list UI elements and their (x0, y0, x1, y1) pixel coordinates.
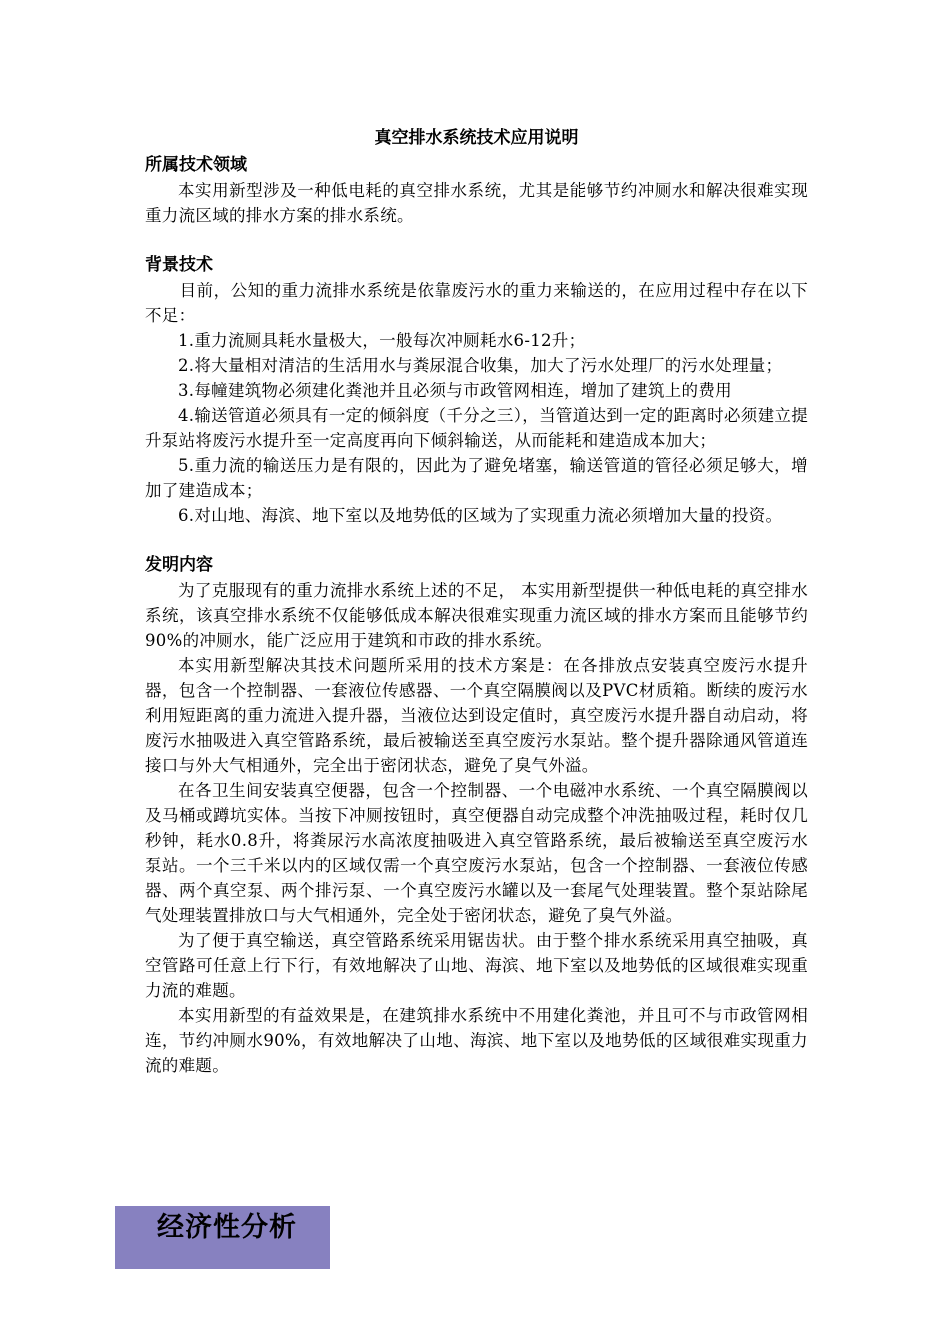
economic-analysis-label: 经济性分析 (157, 1212, 297, 1243)
section-heading: 发明内容 (145, 555, 213, 575)
paragraph: 为了克服现有的重力流排水系统上述的不足， 本实用新型提供一种低电耗的真空排水系统，该真空排水系统不仅能够低成本解决很难实现重力流区域的排水方案而且能够节约90%的冲厕水，能广泛应用于建筑和市政的排水系统。 (145, 581, 808, 650)
paragraph: 本实用新型解决其技术问题所采用的技术方案是：在各排放点安装真空废污水提升器，包含一个控制器、一套液位传感器、一个真空隔膜阀以及PVC材质箱。断续的废污水利用短距离的重力流进入提升器，当液位达到设定值时，真空废污水提升器自动启动，将废污水抽吸进入真空管路系统，最后被输送至真空废污水泵站。整个提升器除通风管道连接口与外大气相通外，完全出于密闭状态，避免了臭气外溢。 (145, 656, 808, 775)
list-item: 1.重力流厕具耗水量极大，一般每次冲厕耗水6-12升； (178, 331, 586, 350)
paragraph: 本实用新型的有益效果是，在建筑排水系统中不用建化粪池，并且可不与市政管网相连，节约冲厕水90%，有效地解决了山地、海滨、地下室以及地势低的区域很难实现重力流的难题。 (145, 1006, 808, 1075)
section-background (145, 253, 808, 528)
section-invention-content (145, 553, 808, 1078)
section-heading: 所属技术领域 (145, 155, 247, 175)
economic-analysis-banner (115, 1206, 330, 1269)
paragraph: 本实用新型涉及一种低电耗的真空排水系统，尤其是能够节约冲厕水和解决很难实现重力流区域的排水方案的排水系统。 (145, 181, 808, 225)
list-item: 2.将大量相对清洁的生活用水与粪尿混合收集，加大了污水处理厂的污水处理量； (178, 356, 783, 375)
section-technical-field (145, 153, 808, 228)
paragraph: 目前，公知的重力流排水系统是依靠废污水的重力来输送的，在应用过程中存在以下不足： (145, 281, 808, 325)
document-title: 真空排水系统技术应用说明 (374, 128, 579, 148)
document-body (145, 123, 808, 1078)
section-heading: 背景技术 (145, 255, 213, 275)
paragraph: 在各卫生间安装真空便器，包含一个控制器、一个电磁冲水系统、一个真空隔膜阀以及马桶或蹲坑实体。当按下冲厕按钮时，真空便器自动完成整个冲洗抽吸过程，耗时仅几秒钟，耗水0.8升，将粪尿污水高浓度抽吸进入真空管路系统，最后被输送至真空废污水泵站。一个三千米以内的区域仅需一个真空废污水泵站，包含一个控制器、一套液位传感器、两个真空泵、两个排污泵、一个真空废污水罐以及一套尾气处理装置。整个泵站除尾气处理装置排放口与大气相通外，完全处于密闭状态，避免了臭气外溢。 (145, 781, 808, 925)
paragraph: 为了便于真空输送，真空管路系统采用锯齿状。由于整个排水系统采用真空抽吸，真空管路可任意上行下行，有效地解决了山地、海滨、地下室以及地势低的区域很难实现重力流的难题。 (145, 931, 808, 1000)
list-item: 5.重力流的输送压力是有限的，因此为了避免堵塞，输送管道的管径必须足够大，增加了建造成本； (145, 456, 808, 500)
list-item: 6.对山地、海滨、地下室以及地势低的区域为了实现重力流必须增加大量的投资。 (178, 506, 783, 525)
list-item: 3.每幢建筑物必须建化粪池并且必须与市政管网相连，增加了建筑上的费用 (178, 381, 732, 400)
list-item: 4.输送管道必须具有一定的倾斜度（千分之三），当管道达到一定的距离时必须建立提升泵站将废污水提升至一定高度再向下倾斜输送，从而能耗和建造成本加大； (145, 406, 808, 450)
spacer (145, 228, 808, 253)
spacer (145, 528, 808, 553)
